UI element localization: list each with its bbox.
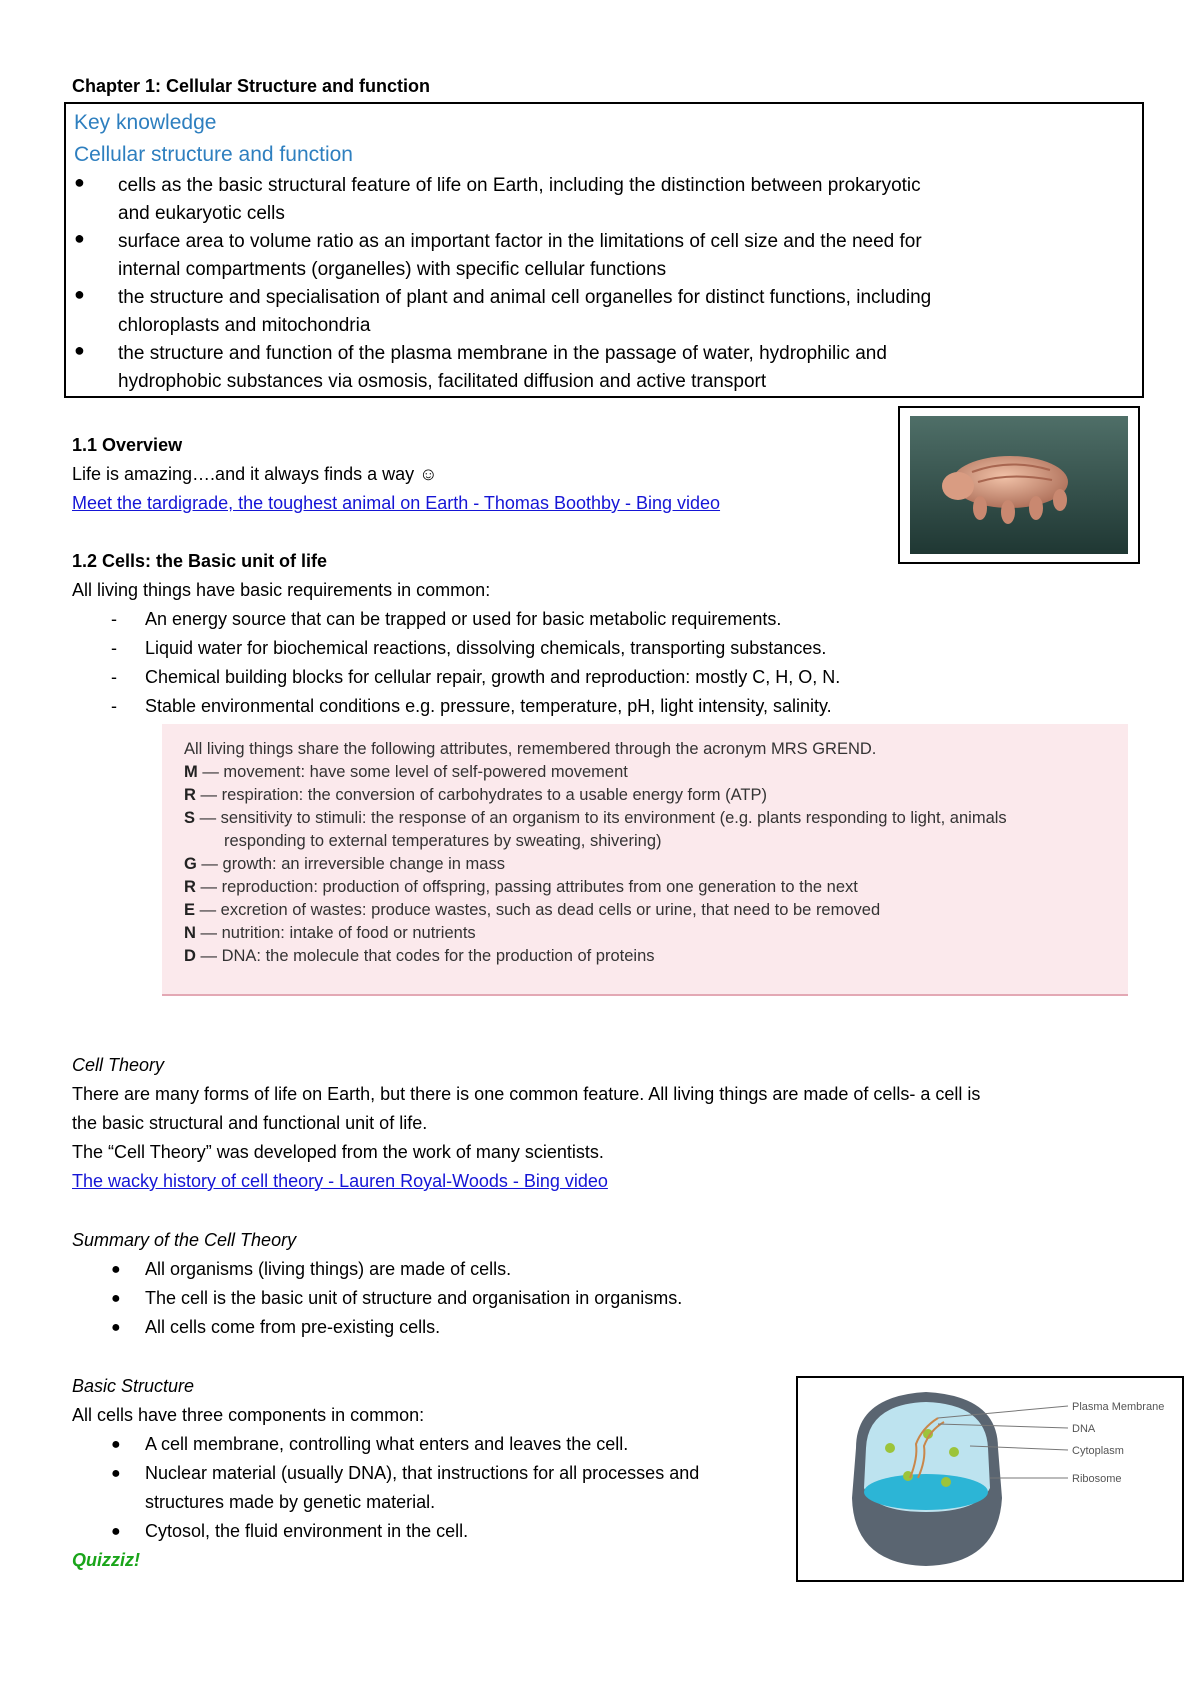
kk-line: surface area to volume ratio as an important factor in the limitations of cell size and the need for <box>118 231 922 252</box>
overview-heading: 1.1 Overview <box>72 435 183 455</box>
component-item: ● A cell membrane, controlling what enters and leaves the cell. <box>145 1431 628 1458</box>
summary-item: ● The cell is the basic unit of structure and organisation in organisms. <box>145 1285 682 1312</box>
tardigrade-video-link[interactable]: Meet the tardigrade, the toughest animal on Earth - Thomas Boothby - Bing video <box>72 493 721 513</box>
cytosol-surface <box>864 1474 988 1510</box>
cells-intro: All living things have basic requirements in common: <box>72 580 491 600</box>
tardigrade-illustration <box>900 408 1138 562</box>
overview-text: Life is amazing….and it always finds a way ☺ <box>72 464 438 484</box>
bullet-icon: ● <box>74 284 85 304</box>
bullet-icon: ● <box>74 228 85 248</box>
requirement-item: - Chemical building blocks for cellular repair, growth and reproduction: mostly C, H, O, N. <box>111 667 841 687</box>
key-knowledge-item <box>66 172 1142 228</box>
basic-structure-intro: All cells have three components in common: <box>72 1405 425 1425</box>
mrs-grend-row: D — DNA: the molecule that codes for the production of proteins <box>184 947 655 965</box>
kk-line: cells as the basic structural feature of life on Earth, including the distinction between prokaryotic <box>118 175 921 196</box>
cells-heading: 1.2 Cells: the Basic unit of life <box>72 551 328 571</box>
key-knowledge-subheading: Cellular structure and function <box>74 143 353 166</box>
mrs-grend-row: R — reproduction: production of offspring, passing attributes from one generation to the next <box>184 878 858 896</box>
bullet-icon: ● <box>74 172 85 192</box>
label-cytoplasm: Cytoplasm <box>1072 1445 1124 1457</box>
summary-item: ● All cells come from pre-existing cells. <box>145 1314 440 1341</box>
key-knowledge-item <box>66 284 1142 340</box>
ribosome-icon <box>949 1447 959 1457</box>
label-plasma-membrane: Plasma Membrane <box>1072 1401 1165 1413</box>
bullet-icon: ● <box>111 1523 121 1540</box>
key-knowledge-box <box>64 102 1144 398</box>
cell-theory-text: the basic structural and functional unit of life. <box>72 1113 428 1133</box>
bullet-icon: ● <box>111 1290 121 1307</box>
mrs-grend-row: R — respiration: the conversion of carbohydrates to a usable energy form (ATP) <box>184 786 767 804</box>
cell-illustration <box>798 1378 1182 1580</box>
bullet-icon: ● <box>111 1261 121 1278</box>
mrs-grend-intro: All living things share the following attributes, remembered through the acronym MRS GREND. <box>184 740 877 758</box>
bullet-icon: ● <box>111 1319 121 1336</box>
cell-diagram <box>796 1376 1184 1582</box>
summary-item: ● All organisms (living things) are made of cells. <box>145 1256 511 1283</box>
key-knowledge-item <box>66 228 1142 284</box>
kk-line: the structure and specialisation of plant and animal cell organelles for distinct functions, including <box>118 287 932 308</box>
quizziz-link[interactable]: Quizziz! <box>72 1550 140 1570</box>
ribosome-icon <box>885 1443 895 1453</box>
mrs-grend-box <box>162 724 1128 996</box>
cell-theory-text: There are many forms of life on Earth, but there is one common feature. All living things are made of cells- a cell is <box>72 1084 981 1104</box>
summary-heading: Summary of the Cell Theory <box>72 1230 297 1250</box>
kk-line: chloroplasts and mitochondria <box>118 315 371 336</box>
cell-theory-text: The “Cell Theory” was developed from the work of many scientists. <box>72 1142 604 1162</box>
tardigrade-image <box>898 406 1140 564</box>
component-item: ● Nuclear material (usually DNA), that instructions for all processes and <box>145 1460 699 1487</box>
kk-line: hydrophobic substances via osmosis, facilitated diffusion and active transport <box>118 371 767 392</box>
basic-structure-heading: Basic Structure <box>72 1376 195 1396</box>
key-knowledge-heading: Key knowledge <box>74 111 217 134</box>
bullet-icon: ● <box>74 340 85 360</box>
requirement-item: - Liquid water for biochemical reactions, dissolving chemicals, transporting substances. <box>111 638 827 658</box>
component-item-continued: structures made by genetic material. <box>145 1492 436 1512</box>
mrs-grend-row: responding to external temperatures by sweating, shivering) <box>224 832 662 850</box>
label-dna: DNA <box>1072 1423 1096 1435</box>
requirement-item: - Stable environmental conditions e.g. pressure, temperature, pH, light intensity, salinity. <box>111 696 832 716</box>
bullet-icon: ● <box>111 1436 121 1453</box>
requirement-item: - An energy source that can be trapped or used for basic metabolic requirements. <box>111 609 782 629</box>
mrs-grend-row: G — growth: an irreversible change in mass <box>184 855 505 873</box>
kk-line: the structure and function of the plasma membrane in the passage of water, hydrophilic and <box>118 343 887 364</box>
component-item: ● Cytosol, the fluid environment in the cell. <box>145 1518 468 1545</box>
chapter-title: Chapter 1: Cellular Structure and function <box>72 76 431 96</box>
label-ribosome: Ribosome <box>1072 1473 1122 1485</box>
mrs-grend-row: N — nutrition: intake of food or nutrients <box>184 924 476 942</box>
key-knowledge-item <box>66 340 1142 396</box>
kk-line: and eukaryotic cells <box>118 203 285 224</box>
cell-theory-video-link[interactable]: The wacky history of cell theory - Lauren Royal-Woods - Bing video <box>72 1171 608 1191</box>
mrs-grend-row: E — excretion of wastes: produce wastes, such as dead cells or urine, that need to be removed <box>184 901 881 919</box>
mrs-grend-row: S — sensitivity to stimuli: the response of an organism to its environment (e.g. plants responding to light, animals <box>184 809 1007 827</box>
ribosome-icon <box>941 1477 951 1487</box>
mrs-grend-row: M — movement: have some level of self-powered movement <box>184 763 628 781</box>
cell-theory-heading: Cell Theory <box>72 1055 165 1075</box>
kk-line: internal compartments (organelles) with specific cellular functions <box>118 259 667 280</box>
bullet-icon: ● <box>111 1465 121 1482</box>
